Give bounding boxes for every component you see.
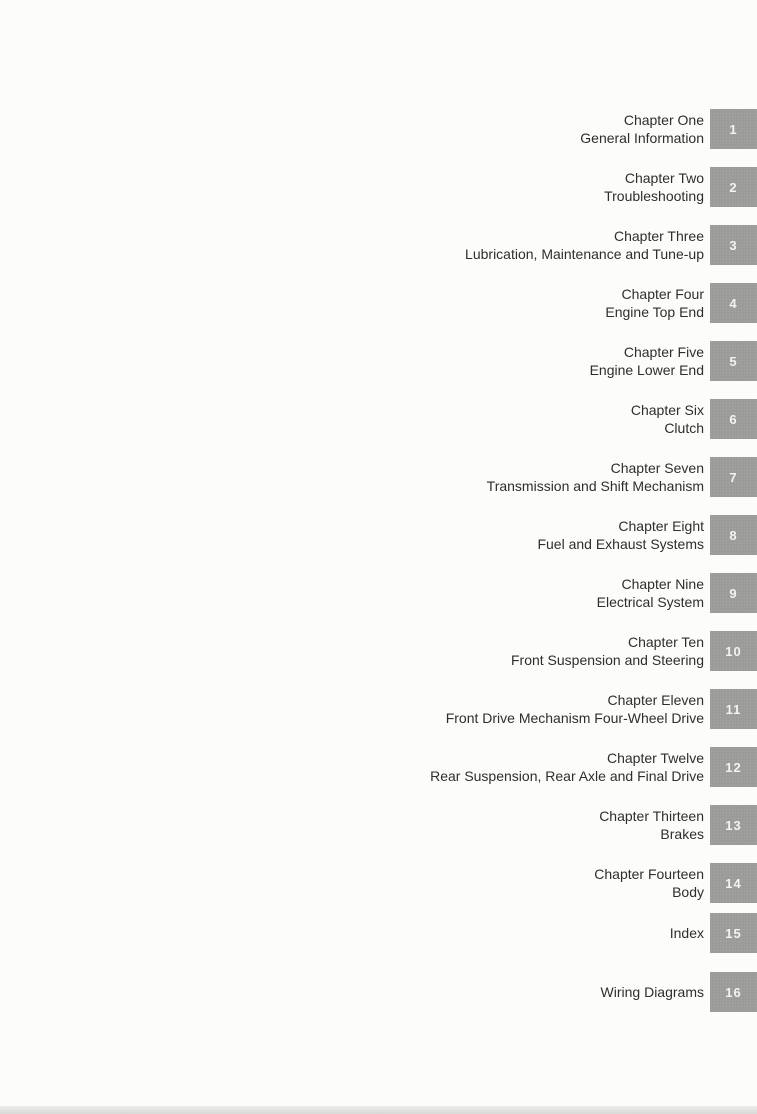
chapter-tab[interactable]: 16: [710, 972, 757, 1012]
chapter-subtitle: Engine Lower End: [589, 362, 704, 378]
chapter-subtitle: Brakes: [660, 826, 704, 842]
chapter-tab[interactable]: 4: [710, 283, 757, 323]
chapter-tab[interactable]: 10: [710, 631, 757, 671]
chapter-subtitle: Fuel and Exhaust Systems: [537, 536, 704, 552]
chapter-tab[interactable]: 1: [710, 109, 757, 149]
toc-entry-text: [631, 401, 710, 437]
toc-entry-chapter-14[interactable]: [0, 858, 757, 908]
toc-entry-chapter-2[interactable]: [0, 162, 757, 212]
toc-entry-chapter-1[interactable]: [0, 104, 757, 154]
chapter-subtitle: Electrical System: [596, 594, 704, 610]
toc-entry-text: [446, 691, 710, 727]
chapter-subtitle: Engine Top End: [605, 304, 704, 320]
toc-entry-chapter-8[interactable]: [0, 510, 757, 560]
toc-entry-chapter-6[interactable]: [0, 394, 757, 444]
chapter-title: Chapter Eleven: [607, 692, 704, 708]
chapter-title: Chapter Six: [630, 402, 704, 418]
chapter-title: Chapter Five: [623, 344, 704, 360]
chapter-title: Chapter Four: [621, 286, 704, 302]
toc-entry-text: [597, 575, 710, 611]
toc-entry-text: [465, 227, 710, 263]
chapter-tab[interactable]: 11: [710, 689, 757, 729]
chapter-title: Chapter Nine: [621, 576, 704, 592]
chapter-tab[interactable]: 5: [710, 341, 757, 381]
chapter-tab[interactable]: 2: [710, 167, 757, 207]
toc-entry-text: [599, 807, 710, 843]
chapter-subtitle: Body: [672, 884, 704, 900]
toc-entry-chapter-3[interactable]: [0, 220, 757, 270]
chapter-tab[interactable]: 7: [710, 457, 757, 497]
toc-entry-text: [511, 633, 710, 669]
chapter-tab[interactable]: 8: [710, 515, 757, 555]
toc-entry-text: [670, 924, 710, 942]
chapter-title: Chapter Fourteen: [594, 866, 704, 882]
chapter-tab[interactable]: 3: [710, 225, 757, 265]
toc-entry-wiring-diagrams[interactable]: [0, 967, 757, 1017]
toc-entry-text: [605, 285, 710, 321]
chapter-title: Chapter One: [623, 112, 704, 128]
chapter-title: Chapter Three: [613, 228, 704, 244]
toc-entry-chapter-13[interactable]: [0, 800, 757, 850]
toc-entry-chapter-12[interactable]: [0, 742, 757, 792]
chapter-subtitle: Transmission and Shift Mechanism: [486, 478, 704, 494]
chapter-subtitle: Troubleshooting: [604, 188, 704, 204]
chapter-title: Index: [669, 925, 704, 941]
chapter-tab[interactable]: 12: [710, 747, 757, 787]
toc-entry-chapter-4[interactable]: [0, 278, 757, 328]
chapter-subtitle: Front Suspension and Steering: [510, 652, 704, 668]
chapter-title: Chapter Seven: [610, 460, 704, 476]
chapter-subtitle: Rear Suspension, Rear Axle and Final Drive: [430, 768, 704, 784]
toc-entry-chapter-9[interactable]: [0, 568, 757, 618]
chapter-tab[interactable]: 13: [710, 805, 757, 845]
toc-entry-chapter-7[interactable]: [0, 452, 757, 502]
toc-entry-chapter-5[interactable]: [0, 336, 757, 386]
chapter-subtitle: Front Drive Mechanism Four-Wheel Drive: [445, 710, 704, 726]
chapter-title: Chapter Two: [624, 170, 704, 186]
chapter-tab[interactable]: 14: [710, 863, 757, 903]
chapter-subtitle: Lubrication, Maintenance and Tune-up: [465, 246, 704, 262]
toc-entry-text: [430, 749, 710, 785]
toc-entry-text: [590, 343, 710, 379]
chapter-title: Chapter Thirteen: [599, 808, 704, 824]
chapter-title: Chapter Ten: [627, 634, 704, 650]
toc-entry-text: [604, 169, 710, 205]
chapter-subtitle: General Information: [580, 130, 704, 146]
chapter-subtitle: Clutch: [664, 420, 704, 436]
toc-entry-text: [594, 865, 710, 901]
toc-entry-chapter-10[interactable]: [0, 626, 757, 676]
chapter-title: Chapter Eight: [618, 518, 704, 534]
toc-entry-text: [601, 983, 710, 1001]
toc-entry-index[interactable]: [0, 908, 757, 958]
chapter-tab[interactable]: 9: [710, 573, 757, 613]
toc-entry-chapter-11[interactable]: [0, 684, 757, 734]
chapter-tab[interactable]: 6: [710, 399, 757, 439]
toc-entry-text: [537, 517, 710, 553]
toc-entry-text: [487, 459, 710, 495]
chapter-tab[interactable]: 15: [710, 913, 757, 953]
page-bottom-edge: [0, 1106, 757, 1114]
toc-entry-text: [580, 111, 710, 147]
chapter-title: Wiring Diagrams: [600, 984, 704, 1000]
chapter-title: Chapter Twelve: [606, 750, 704, 766]
